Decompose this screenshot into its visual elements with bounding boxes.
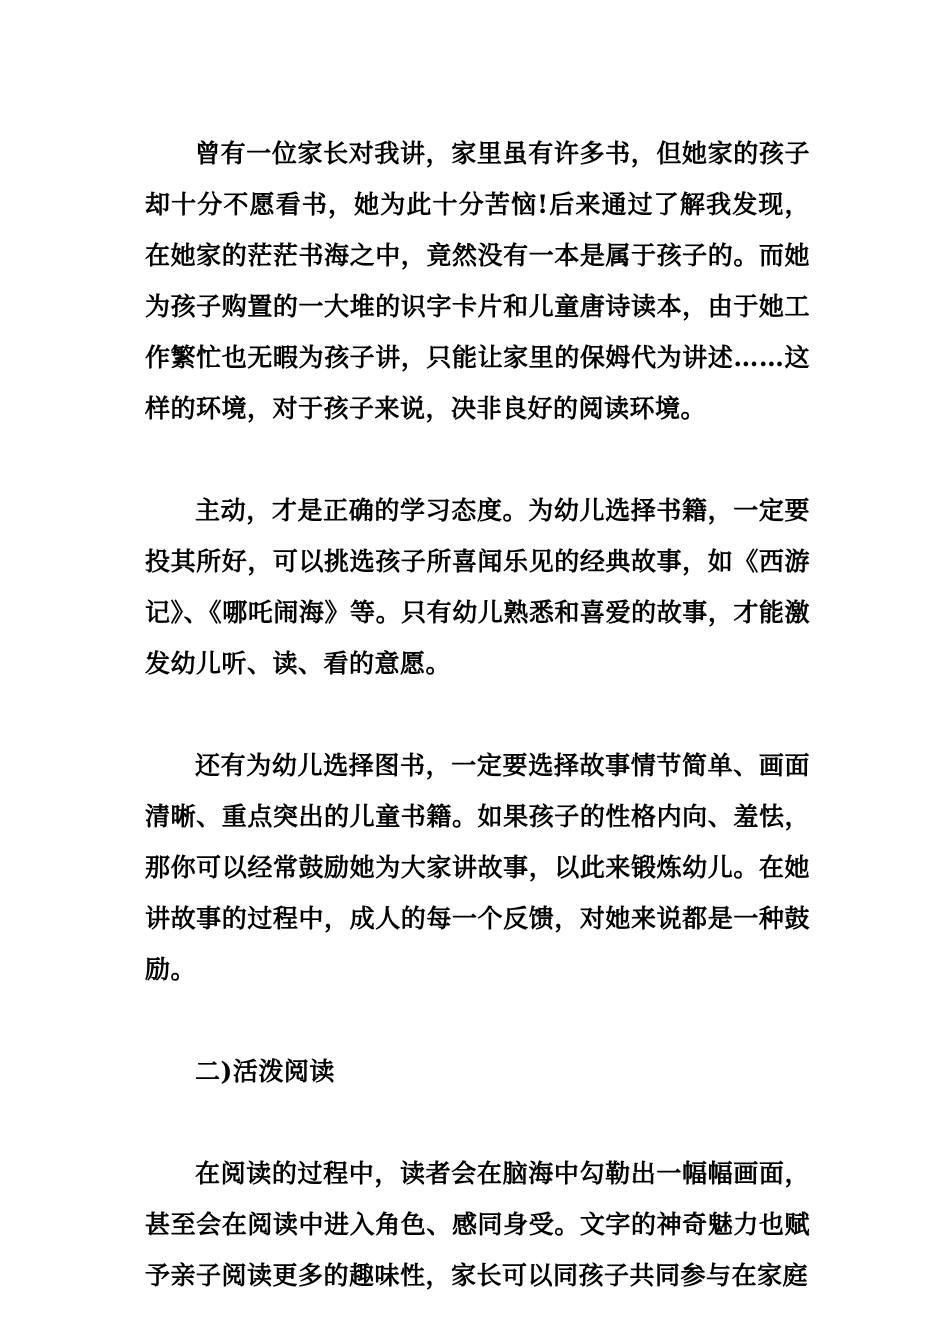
paragraph-gap (145, 689, 810, 740)
paragraph-gap (145, 434, 810, 485)
paragraph-book-selection: 还有为幼儿选择图书，一定要选择故事情节简单、画面清晰、重点突出的儿童书籍。如果孩子的性格内向、羞怯，那你可以经常鼓励她为大家讲故事，以此来锻炼幼儿。在她讲故事的过程中，成人的每一个反馈，对她来说都是一种鼓励。 (145, 751, 810, 984)
paragraph-reading-environment: 曾有一位家长对我讲，家里虽有许多书，但她家的孩子却十分不愿看书，她为此十分苦恼!后来通过了解我发现，在她家的茫茫书海之中，竟然没有一本是属于孩子的。而她为孩子购置的一大堆的识字卡片和儿童唐诗读本，由于她工作繁忙也无暇为孩子讲，只能让家里的保姆代为讲述……这样的环境，对于孩子来说，决非良好的阅读环境。 (145, 139, 810, 423)
document-body (145, 128, 810, 1301)
paragraph-gap (145, 1097, 810, 1148)
paragraph-gap (145, 995, 810, 1046)
section-heading-lively-reading: 二)活泼阅读 (195, 1057, 335, 1086)
paragraph-lively-reading: 在阅读的过程中，读者会在脑海中勾勒出一幅幅画面，甚至会在阅读中进入角色、感同身受。文字的神奇魅力也赋予亲子阅读更多的趣味性，家长可以同孩子共同参与在家庭 (145, 1159, 810, 1290)
paragraph-active-learning: 主动，才是正确的学习态度。为幼儿选择书籍，一定要投其所好，可以挑选孩子所喜闻乐见的经典故事，如《西游记》、《哪吒闹海》等。只有幼儿熟悉和喜爱的故事，才能激发幼儿听、读、看的意愿。 (145, 496, 810, 678)
